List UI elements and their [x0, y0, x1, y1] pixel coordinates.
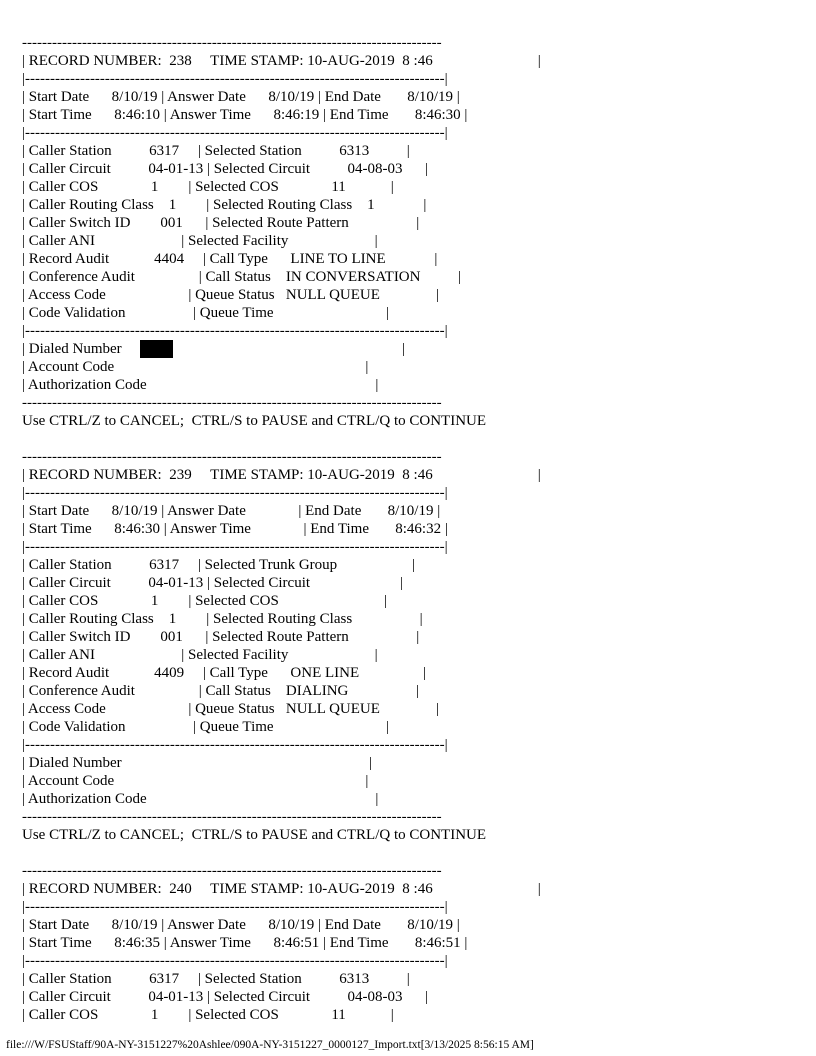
record-field-line: | Caller Station 6317 | Selected Station 6313 |: [22, 971, 410, 987]
separator-line: ------------------------------------------------------------------------------------: [22, 395, 442, 411]
record-field-line: | Caller ANI | Selected Facility |: [22, 647, 378, 663]
record-header-line: | RECORD NUMBER: 238 TIME STAMP: 10-AUG-2019 8 :46 |: [22, 53, 541, 69]
separator-line: |------------------------------------------------------------------------------------|: [22, 737, 448, 753]
record-field-line: | Caller Routing Class 1 | Selected Routing Class 1 |: [22, 197, 427, 213]
record-field-line: [22, 844, 802, 862]
record-field-line: | Start Time 8:46:10 | Answer Time 8:46:19 | End Time 8:46:30 |: [22, 107, 468, 123]
record-header-line: | RECORD NUMBER: 240 TIME STAMP: 10-AUG-2019 8 :46 |: [22, 881, 541, 897]
record-field-line: | Start Date 8/10/19 | Answer Date 8/10/19 | End Date 8/10/19 |: [22, 89, 460, 105]
record-field-line: | Caller Circuit 04-01-13 | Selected Circuit 04-08-03 |: [22, 161, 429, 177]
record-field-line: | Caller Station 6317 | Selected Station 6313 |: [22, 143, 410, 159]
record-field-line: | Code Validation | Queue Time |: [22, 305, 390, 321]
record-log: [22, 34, 802, 1024]
record-field-line: | Caller ANI | Selected Facility |: [22, 233, 378, 249]
record-field-line: | Dialed Number |: [22, 755, 373, 771]
separator-line: ------------------------------------------------------------------------------------: [22, 449, 442, 465]
redaction-box: [140, 340, 173, 358]
file-path-footer: file:///W/FSUStaff/90A-NY-3151227%20Ashlee/090A-NY-3151227_0000127_Import.txt[3/13/2025 8:56:15 AM]: [6, 1039, 534, 1051]
record-field-line: | Access Code | Queue Status NULL QUEUE |: [22, 287, 440, 303]
separator-line: ------------------------------------------------------------------------------------: [22, 809, 442, 825]
record-field-line: | Start Date 8/10/19 | Answer Date 8/10/19 | End Date 8/10/19 |: [22, 917, 460, 933]
record-field-line: | Caller Circuit 04-01-13 | Selected Circuit |: [22, 575, 404, 591]
record-field-line: | Dialed Number |: [22, 341, 406, 357]
separator-line: |------------------------------------------------------------------------------------|: [22, 71, 448, 87]
separator-line: ------------------------------------------------------------------------------------: [22, 35, 442, 51]
record-field-line: | Caller COS 1 | Selected COS 11 |: [22, 1007, 394, 1023]
separator-line: |------------------------------------------------------------------------------------|: [22, 899, 448, 915]
record-field-line: | Caller Routing Class 1 | Selected Routing Class |: [22, 611, 423, 627]
record-field-line: | Caller Circuit 04-01-13 | Selected Circuit 04-08-03 |: [22, 989, 429, 1005]
record-field-line: [22, 430, 802, 448]
record-field-line: | Authorization Code |: [22, 377, 379, 393]
separator-line: |------------------------------------------------------------------------------------|: [22, 125, 448, 141]
control-hint-line: Use CTRL/Z to CANCEL; CTRL/S to PAUSE and CTRL/Q to CONTINUE: [22, 413, 487, 429]
record-field-line: | Conference Audit | Call Status IN CONVERSATION |: [22, 269, 461, 285]
separator-line: ------------------------------------------------------------------------------------: [22, 863, 442, 879]
record-field-line: | Account Code |: [22, 359, 369, 375]
record-field-line: | Caller COS 1 | Selected COS 11 |: [22, 179, 394, 195]
record-field-line: | Record Audit 4409 | Call Type ONE LINE |: [22, 665, 426, 681]
record-field-line: | Caller Station 6317 | Selected Trunk Group |: [22, 557, 416, 573]
record-field-line: | Caller COS 1 | Selected COS |: [22, 593, 387, 609]
record-header-line: | RECORD NUMBER: 239 TIME STAMP: 10-AUG-2019 8 :46 |: [22, 467, 541, 483]
record-field-line: | Access Code | Queue Status NULL QUEUE |: [22, 701, 440, 717]
separator-line: |------------------------------------------------------------------------------------|: [22, 323, 448, 339]
record-field-line: | Record Audit 4404 | Call Type LINE TO LINE |: [22, 251, 438, 267]
separator-line: |------------------------------------------------------------------------------------|: [22, 539, 448, 555]
control-hint-line: Use CTRL/Z to CANCEL; CTRL/S to PAUSE and CTRL/Q to CONTINUE: [22, 827, 487, 843]
separator-line: |------------------------------------------------------------------------------------|: [22, 953, 448, 969]
separator-line: |------------------------------------------------------------------------------------|: [22, 485, 448, 501]
record-field-line: | Start Time 8:46:35 | Answer Time 8:46:51 | End Time 8:46:51 |: [22, 935, 468, 951]
record-field-line: | Start Date 8/10/19 | Answer Date | End Date 8/10/19 |: [22, 503, 441, 519]
record-field-line: | Authorization Code |: [22, 791, 379, 807]
record-field-line: | Conference Audit | Call Status DIALING |: [22, 683, 419, 699]
record-field-line: | Account Code |: [22, 773, 369, 789]
record-field-line: | Code Validation | Queue Time |: [22, 719, 390, 735]
record-field-line: | Caller Switch ID 001 | Selected Route Pattern |: [22, 215, 420, 231]
record-field-line: | Start Time 8:46:30 | Answer Time | End Time 8:46:32 |: [22, 521, 448, 537]
record-field-line: | Caller Switch ID 001 | Selected Route Pattern |: [22, 629, 420, 645]
